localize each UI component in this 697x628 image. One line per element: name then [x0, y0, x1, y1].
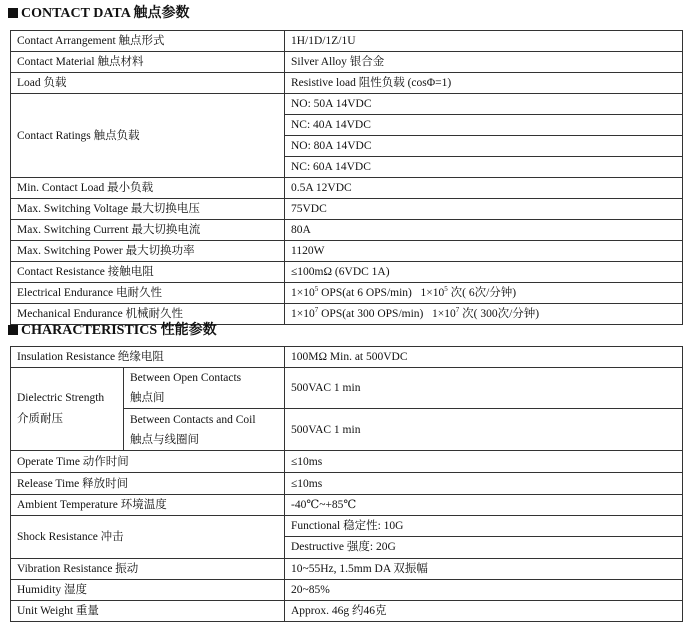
shock-value: Destructive 强度: 20G	[285, 536, 682, 558]
electrical-endurance-label: Electrical Endurance 电耐久性	[11, 283, 285, 304]
shock-value: Functional 稳定性: 10G	[291, 520, 404, 532]
row-value: Approx. 46g 约46克	[285, 601, 683, 622]
contact-ratings-group-1	[285, 94, 683, 136]
rating-value: NO: 50A 14VDC	[291, 98, 372, 110]
table-row	[11, 368, 683, 409]
row-label: Max. Switching Voltage 最大切换电压	[11, 199, 285, 220]
row-label: Vibration Resistance 振动	[11, 559, 285, 580]
row-label: Operate Time 动作时间	[11, 451, 285, 473]
row-label: Ambient Temperature 环境温度	[11, 495, 285, 516]
table-row	[11, 94, 683, 136]
table-row	[11, 178, 683, 199]
row-label: Contact Resistance 接触电阻	[11, 262, 285, 283]
table-row	[11, 451, 683, 473]
table-row	[11, 52, 683, 73]
row-value: 0.5A 12VDC	[285, 178, 683, 199]
row-label: Max. Switching Current 最大切换电流	[11, 220, 285, 241]
row-value: ≤10ms	[285, 473, 683, 495]
rating-value: NC: 40A 14VDC	[285, 114, 682, 135]
table-row	[11, 516, 683, 559]
square-bullet-icon	[8, 8, 18, 18]
row-label: Contact Material 触点材料	[11, 52, 285, 73]
rating-value: NO: 80A 14VDC	[291, 140, 372, 152]
mechanical-endurance-label: Mechanical Endurance 机械耐久性	[11, 304, 285, 325]
row-value: 500VAC 1 min	[285, 409, 683, 451]
rating-value: NC: 60A 14VDC	[285, 156, 682, 177]
table-row	[11, 601, 683, 622]
row-label: Contact Arrangement 触点形式	[11, 31, 285, 52]
row-value: 100MΩ Min. at 500VDC	[285, 347, 683, 368]
contact-ratings-label: Contact Ratings 触点负载	[11, 94, 285, 178]
contact-data-table	[10, 30, 683, 325]
row-value: Resistive load 阻性负载 (cosΦ=1)	[285, 73, 683, 94]
table-row	[11, 473, 683, 495]
row-label: Unit Weight 重量	[11, 601, 285, 622]
table-row	[11, 220, 683, 241]
dielectric-strength-label: Dielectric Strength 介质耐压	[11, 368, 124, 451]
row-value: ≤100mΩ (6VDC 1A)	[285, 262, 683, 283]
characteristics-heading: CHARACTERISTICS 性能参数	[8, 322, 217, 340]
table-row	[11, 495, 683, 516]
row-label: Insulation Resistance 绝缘电阻	[11, 347, 285, 368]
shock-resistance-values	[285, 516, 683, 559]
square-bullet-icon	[8, 325, 18, 335]
row-value: 75VDC	[285, 199, 683, 220]
row-value: -40℃~+85℃	[285, 495, 683, 516]
table-row	[11, 347, 683, 368]
row-value: 1120W	[285, 241, 683, 262]
dielectric-sub-label: Between Open Contacts 触点间	[124, 368, 285, 409]
table-row	[11, 580, 683, 601]
row-value: 80A	[285, 220, 683, 241]
contact-ratings-group-2	[285, 136, 683, 178]
shock-resistance-label: Shock Resistance 冲击	[11, 516, 285, 559]
table-row	[11, 199, 683, 220]
row-label: Max. Switching Power 最大切换功率	[11, 241, 285, 262]
contact-data-heading: CONTACT DATA 触点参数	[8, 5, 190, 23]
row-value: 20~85%	[285, 580, 683, 601]
table-row	[11, 241, 683, 262]
row-value: 1H/1D/1Z/1U	[285, 31, 683, 52]
characteristics-table	[10, 346, 683, 622]
row-value: Silver Alloy 银合金	[285, 52, 683, 73]
electrical-endurance-value: $1\times 10^5$ OPS(at 6 OPS/min) $1\times 10^5$ 次( 6次/分钟)	[285, 283, 683, 304]
table-row	[11, 31, 683, 52]
row-label: Load 负载	[11, 73, 285, 94]
table-row	[11, 559, 683, 580]
row-value: ≤10ms	[285, 451, 683, 473]
row-label: Release Time 释放时间	[11, 473, 285, 495]
table-row	[11, 262, 683, 283]
mechanical-endurance-value: $1\times 10^7$ OPS(at 300 OPS/min) $1\times 10^7$ 次( 300次/分钟)	[285, 304, 683, 325]
dielectric-sub-label: Between Contacts and Coil 触点与线圈间	[124, 409, 285, 451]
row-value: 500VAC 1 min	[285, 368, 683, 409]
table-row	[11, 283, 683, 304]
row-label: Min. Contact Load 最小负载	[11, 178, 285, 199]
table-row	[11, 73, 683, 94]
row-label: Humidity 湿度	[11, 580, 285, 601]
row-value: 10~55Hz, 1.5mm DA 双振幅	[285, 559, 683, 580]
